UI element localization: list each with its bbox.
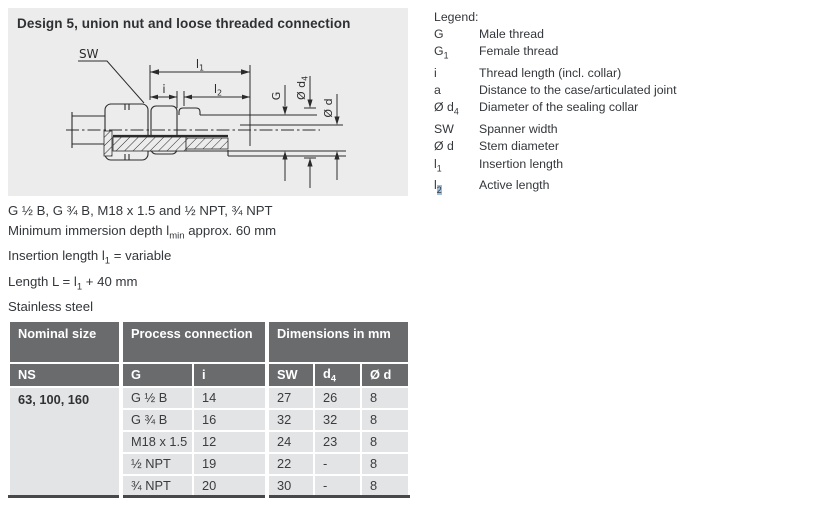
table-cell: 27 [267, 387, 314, 409]
technical-drawing [8, 38, 408, 196]
legend-term: i [434, 66, 437, 81]
legend-item [434, 82, 677, 99]
legend-term: SW [434, 122, 454, 137]
legend-term: $l_2$ [434, 178, 442, 195]
table-row [9, 387, 409, 409]
dim-label-l1: $l_1$ [195, 57, 205, 73]
drawing-panel [8, 8, 408, 196]
table-col-header: i [193, 363, 267, 387]
spec-line: Minimum immersion depth $l_{min}$ approx. 60 mm [8, 222, 277, 242]
legend-desc: Thread length (incl. collar) [479, 66, 622, 81]
legend-item [434, 99, 677, 121]
table-cell: 32 [314, 409, 361, 431]
table-cell: 26 [314, 387, 361, 409]
legend-item [434, 121, 677, 138]
legend-item [434, 177, 677, 199]
dim-label-d: Ø d [322, 98, 335, 118]
table-col-row [9, 363, 409, 387]
dim-l1 [150, 57, 250, 146]
table-group-header: Nominal size [9, 321, 121, 363]
table-group-header: Dimensions in mm [267, 321, 409, 363]
legend [434, 9, 677, 199]
table-cell: 8 [361, 431, 409, 453]
spec-line: Insertion length $l_1$ = variable [8, 248, 172, 267]
legend-term: $G_1$ [434, 44, 449, 61]
dim-label-g: G [270, 91, 283, 101]
legend-desc: Spanner width [479, 122, 558, 137]
table-cell: - [314, 475, 361, 497]
dimensions-table [8, 320, 410, 498]
table-cell: 8 [361, 475, 409, 497]
legend-item [434, 43, 677, 65]
spec-line: Stainless steel [8, 299, 94, 315]
table-cell: 32 [267, 409, 314, 431]
table-cell: 19 [193, 453, 267, 475]
table-group-header: Process connection [121, 321, 267, 363]
dim-label-i: i [162, 82, 166, 96]
table-cell: 30 [267, 475, 314, 497]
legend-term: $l_1$ [434, 156, 442, 173]
table-cell: ½ NPT [121, 453, 193, 475]
legend-title: Legend: [434, 10, 479, 24]
dim-label-l2: $l_2$ [213, 82, 223, 98]
table-cell: 8 [361, 409, 409, 431]
fitting-outline [72, 104, 346, 160]
spec-line: Length $L = l_1 + 40$ mm [8, 273, 138, 293]
legend-item [434, 65, 677, 82]
dim-i [150, 82, 177, 108]
legend-desc: Active length [479, 178, 550, 193]
legend-items [434, 26, 677, 199]
table-cell: G ¾ B [121, 409, 193, 431]
table-cell: ¾ NPT [121, 475, 193, 497]
table-cell: 8 [361, 387, 409, 409]
legend-item [434, 138, 677, 155]
section-hatch [104, 131, 228, 156]
table-cell: 8 [361, 453, 409, 475]
table-cell: 16 [193, 409, 267, 431]
table-col-header: G [121, 363, 193, 387]
table-col-header: NS [9, 363, 121, 387]
dim-label-d4: Ø $d_4$ [295, 75, 310, 101]
legend-term: G [434, 27, 444, 42]
dim-l2 [184, 82, 250, 106]
legend-term: Ø d [434, 139, 454, 154]
legend-desc: Diameter of the sealing collar [479, 100, 639, 115]
legend-term: a [434, 83, 441, 98]
dim-d [322, 94, 343, 180]
dim-g [270, 85, 291, 181]
legend-desc: Female thread [479, 44, 559, 59]
page-title: Design 5, union nut and loose threaded connection [17, 16, 351, 31]
table-cell: 12 [193, 431, 267, 453]
legend-term: Ø $d_4$ [434, 100, 459, 117]
spec-line: G ½ B, G ¾ B, M18 x 1.5 and ½ NPT, ¾ NPT [8, 203, 273, 218]
table-cell: 20 [193, 475, 267, 497]
dim-sw [78, 47, 144, 103]
dim-d4 [295, 76, 316, 188]
table-col-header: SW [267, 363, 314, 387]
specs [8, 201, 276, 317]
table-cell: 24 [267, 431, 314, 453]
legend-item [434, 156, 677, 178]
table-cell: 14 [193, 387, 267, 409]
table-body [9, 387, 409, 497]
legend-desc: Male thread [479, 27, 544, 42]
dim-label-sw: SW [79, 47, 99, 61]
legend-desc: Stem diameter [479, 139, 559, 154]
table-col-header: Ø d [361, 363, 409, 387]
legend-item [434, 26, 677, 43]
table-cell: M18 x 1.5 [121, 431, 193, 453]
table-cell: 22 [267, 453, 314, 475]
table-cell: 23 [314, 431, 361, 453]
table-group-row [9, 321, 409, 363]
table-cell: - [314, 453, 361, 475]
table-col-header: $d_4$ [314, 363, 361, 387]
nominal-size-cell: 63, 100, 160 [9, 387, 121, 497]
legend-desc: Distance to the case/articulated joint [479, 83, 677, 98]
legend-desc: Insertion length [479, 156, 564, 171]
table-cell: G ½ B [121, 387, 193, 409]
